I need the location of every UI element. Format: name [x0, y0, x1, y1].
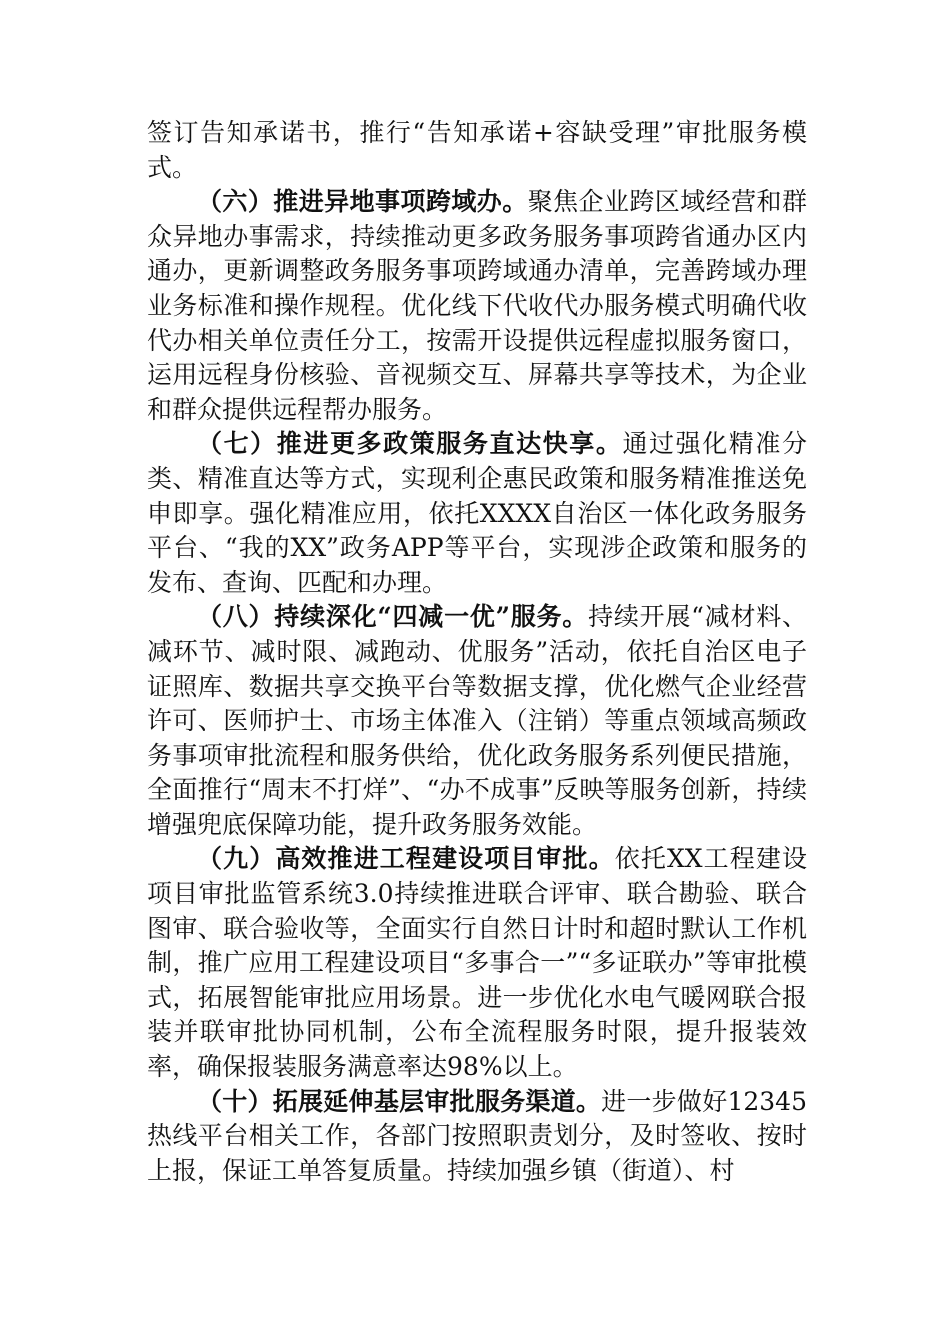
section-7-body: 通过强化精准分类、精准直达等方式，实现利企惠民政策和服务精准推送免申即享。强化精准应用，依托XXXX自治区一体化政务服务平台、“我的XX”政务APP等平台，实现涉企政策和服务的发布、查询、匹配和办理。 [147, 429, 807, 597]
section-8-heading: （八）持续深化“四减一优”服务。 [197, 602, 589, 632]
section-10 [147, 1085, 807, 1189]
document-page [147, 116, 807, 1188]
section-8-body: 持续开展“减材料、减环节、减时限、减跑动、优服务”活动，依托自治区电子证照库、数据共享交换平台等数据支撑，优化燃气企业经营许可、医师护士、市场主体准入（注销）等重点领域高频政务事项审批流程和服务供给，优化政务服务系列便民措施，全面推行“周末不打烊”、“办不成事”反映等服务创新，持续增强兜底保障功能，提升政务服务效能。 [147, 602, 807, 839]
section-7-heading: （七）推进更多政策服务直达快享。 [197, 429, 623, 459]
section-9-body: 依托XX工程建设项目审批监管系统3.0持续推进联合评审、联合勘验、联合图审、联合验收等，全面实行自然日计时和超时默认工作机制，推广应用工程建设项目“多事合一”“多证联办”等审批模式，拓展智能审批应用场景。进一步优化水电气暖网联合报装并联审批协同机制，公布全流程服务时限，提升报装效率，确保报装服务满意率达98%以上。 [147, 844, 807, 1082]
section-9 [147, 842, 807, 1084]
section-6 [147, 185, 807, 427]
section-10-body: 进一步做好12345热线平台相关工作，各部门按照职责划分，及时签收、按时上报，保证工单答复质量。持续加强乡镇（街道）、村 [147, 1086, 807, 1185]
section-6-body: 聚焦企业跨区域经营和群众异地办事需求，持续推动更多政务服务事项跨省通办区内通办，更新调整政务服务事项跨域通办清单，完善跨域办理业务标准和操作规程。优化线下代收代办服务模式明确代收代办相关单位责任分工，按需开设提供远程虚拟服务窗口，运用远程身份核验、音视频交互、屏幕共享等技术，为企业和群众提供远程帮办服务。 [147, 187, 807, 424]
section-6-heading: （六）推进异地事项跨域办。 [197, 187, 528, 217]
paragraph-continuation: 签订告知承诺书，推行“告知承诺+容缺受理”审批服务模式。 [147, 118, 807, 182]
section-10-heading: （十）拓展延伸基层审批服务渠道。 [197, 1086, 602, 1116]
section-7 [147, 427, 807, 600]
section-8 [147, 600, 807, 842]
section-9-heading: （九）高效推进工程建设项目审批。 [197, 844, 615, 874]
